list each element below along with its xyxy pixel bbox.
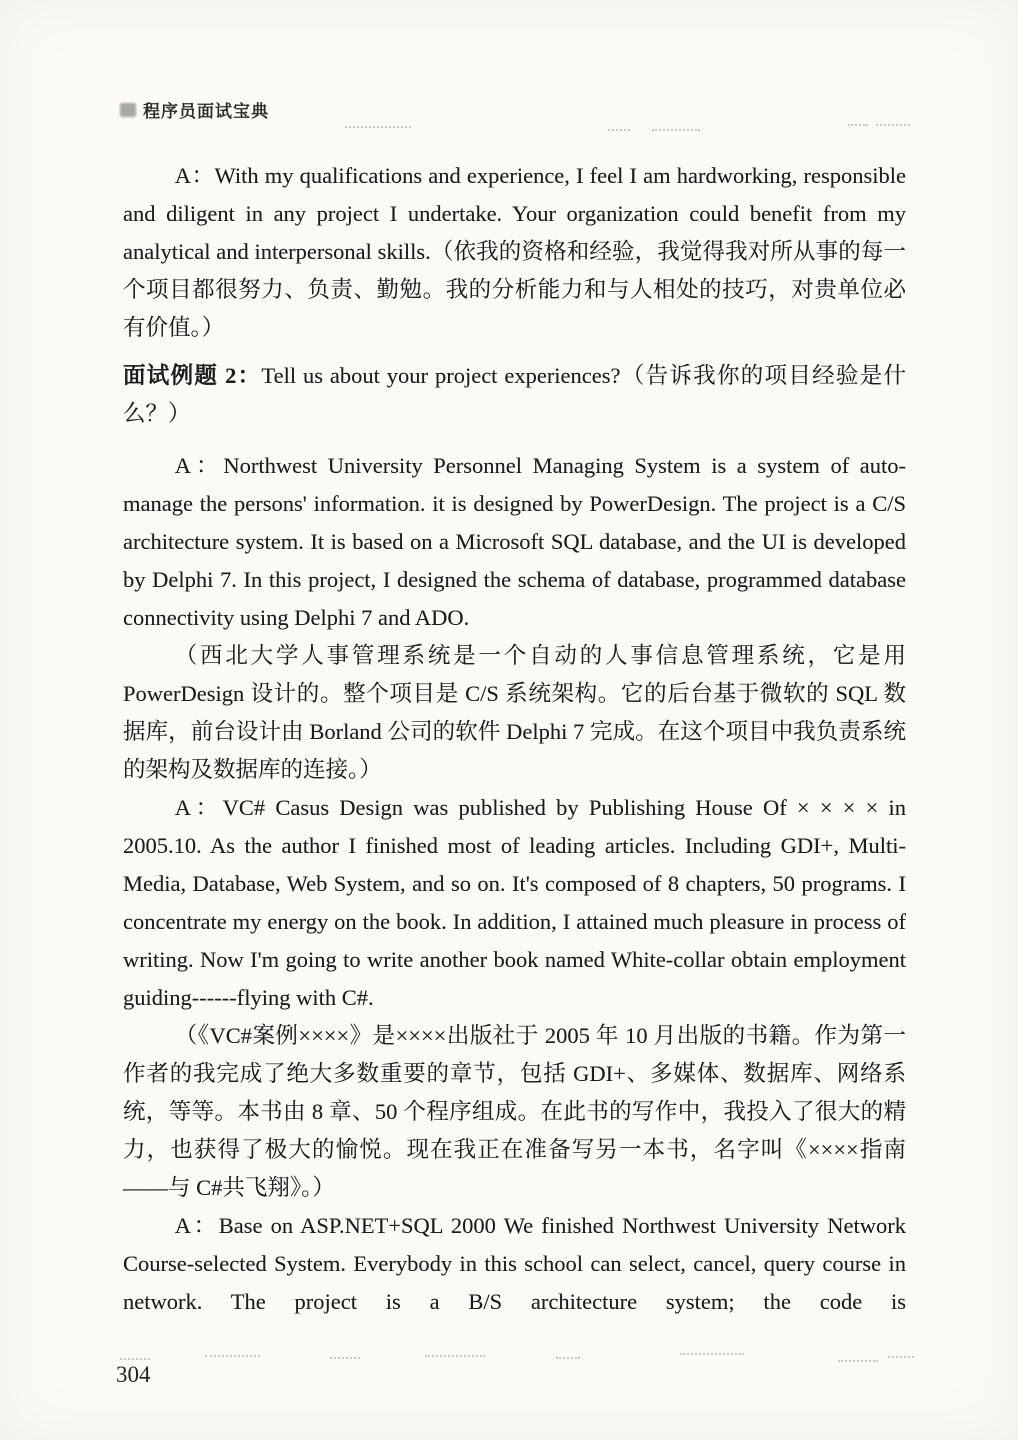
scan-artifact [848, 124, 868, 126]
running-header-title: 程序员面试宝典 [143, 102, 269, 121]
scan-artifact [345, 126, 411, 128]
page-number: 304 [116, 1362, 151, 1387]
paragraph-answer-1: A：With my qualifications and experience, I feel I am hardworking, responsible and diligent in any project I undertake. Your organization could benefit from my analytical and interpersonal skills.（依我的资格和经验，我觉得我对所从事的每一个项目都很努力、负责、勤勉。我的分析能力和与人相处的技巧，对贵单位必有价值。） [123, 163, 906, 340]
scan-artifact [556, 1357, 580, 1359]
scan-artifact [888, 1356, 914, 1358]
scan-artifact [652, 129, 700, 131]
question-text: Tell us about your project experiences?（告诉我你的项目经验是什么？） [123, 363, 906, 426]
scan-artifact [330, 1357, 360, 1359]
scan-artifact [876, 124, 910, 126]
paragraph-answer-2-english: A：Northwest University Personnel Managing System is a system of auto-manage the persons' information. it is designed by PowerDesign. The project is a C/S architecture system. It is based on a Microsoft SQL database, and the UI is developed by Delphi 7. In this project, I designed the schema of database, programmed database connectivity using Delphi 7 and ADO. [123, 453, 906, 630]
page-content [123, 157, 906, 1321]
question-number-label: 面试例题 2： [123, 363, 262, 388]
paragraph-answer-3-english: A：VC# Casus Design was published by Publishing House Of × × × × in 2005.10. As the author I finished most of leading articles. Including GDI+, Multi-Media, Database, Web System, and so on. It's composed of 8 chapters, 50 programs. I concentrate my energy on the book. In addition, I attained much pleasure in process of writing. Now I'm going to write another book named White-collar obtain employment guiding------flying with C#. [123, 795, 906, 1010]
paragraph-answer-3-chinese: （《VC#案例××××》是××××出版社于 2005 年 10 月出版的书籍。作为第一作者的我完成了绝大多数重要的章节，包括 GDI+、多媒体、数据库、网络系统，等等。本书由 8 章、50 个程序组成。在此书的写作中，我投入了很大的精力，也获得了极大的愉悦。现在我正在准备写另一本书，名字叫《××××指南——与 C#共飞翔》。） [123, 1023, 906, 1200]
scan-artifact [838, 1360, 878, 1362]
paragraph-answer-2-chinese: （西北大学人事管理系统是一个自动的人事信息管理系统，它是用 PowerDesign 设计的。整个项目是 C/S 系统架构。它的后台基于微软的 SQL 数据库，前台设计由 Borland 公司的软件 Delphi 7 完成。在这个项目中我负责系统的架构及数据库的连接。） [123, 643, 906, 782]
paragraph-interview-question-2 [123, 357, 906, 433]
scan-artifact [205, 1355, 260, 1357]
scan-artifact [425, 1355, 485, 1357]
scan-artifact [680, 1353, 744, 1355]
page-footer [116, 1362, 151, 1388]
paragraph-answer-4-english: A：Base on ASP.NET+SQL 2000 We finished Northwest University Network Course-selected System. Everybody in this school can select, cancel, query course in network. The project is a B/S architecture system; the code is [123, 1213, 906, 1314]
scan-artifact [608, 129, 630, 131]
scan-artifact [120, 1358, 150, 1360]
book-logo-icon [120, 103, 136, 117]
page-header [120, 97, 269, 122]
